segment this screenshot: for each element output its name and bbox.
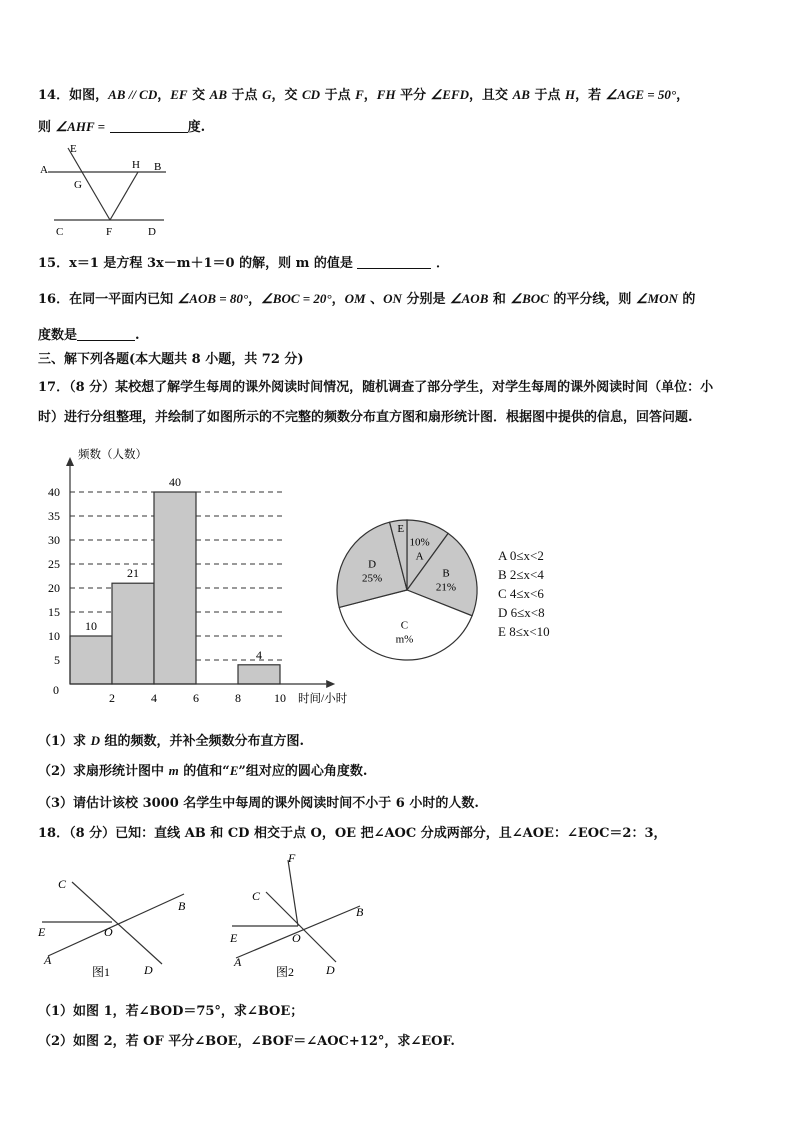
q17-line1: 17．（8 分）某校想了解学生每周的课外阅读时间情况，随机调查了部分学生，对学生每周的课外阅读时间（单位：小 [38, 380, 714, 395]
slice-value-label: 10% [409, 536, 430, 549]
q17-number: 17． [38, 380, 70, 395]
y-tick-label: 40 [48, 485, 60, 499]
q18-sub2: （2）如图 2，若 OF 平分∠BOE，∠BOF＝∠AOC+12°，求∠EOF. [38, 1034, 455, 1049]
bar-value-label: 21 [127, 566, 139, 581]
point-label-c: C [56, 226, 64, 238]
y-tick-label: 10 [48, 629, 60, 643]
slice-name-label: C [400, 619, 409, 632]
x-tick-label: 4 [151, 691, 157, 705]
figure-caption: 图2 [276, 965, 295, 979]
point-label-d: D [148, 226, 156, 238]
point-label-o: O [104, 925, 113, 939]
slice-name-label: E [397, 522, 405, 535]
histogram-bar [154, 492, 196, 684]
pie-legend [498, 546, 550, 641]
slice-name-label: D [368, 558, 377, 571]
point-label-c: C [58, 877, 67, 891]
point-label-d: D [144, 963, 153, 977]
point-label-f: F [288, 851, 296, 865]
x-tick-label: 0 [53, 683, 59, 697]
histogram-bar [112, 583, 154, 684]
point-label-b: B [356, 905, 364, 919]
point-label-a: A [44, 953, 52, 967]
point-label-h: H [132, 159, 140, 171]
answer-blank[interactable] [77, 328, 135, 341]
y-tick-label: 35 [48, 509, 60, 523]
point-label-e: E [70, 143, 77, 155]
slice-value-label: m% [395, 633, 414, 646]
point-label-f: F [106, 226, 113, 238]
histogram-bar [238, 665, 280, 684]
q18-line: 18．（8 分）已知：直线 AB 和 CD 相交于点 O，OE 把∠AOC 分成两部分，且∠AOE：∠EOC＝2：3， [38, 826, 667, 841]
legend-item: C 4≤x<6 [498, 586, 544, 601]
x-tick-label: 2 [109, 691, 115, 705]
q18-figure-2 [226, 850, 396, 982]
q16-number: 16． [38, 292, 70, 307]
slice-value-label: 21% [435, 581, 457, 594]
q16-line1: 16．在同一平面内已知 ∠AOB = 80°，∠BOC = 20°，OM 、ON 分别是 ∠AOB 和 ∠BOC 的平分线，则 ∠MON 的 [38, 291, 696, 307]
q17-sub1: （1）求 D 组的频数，并补全频数分布直方图. [38, 733, 305, 749]
y-axis-label: 频数（人数） [78, 449, 147, 461]
q18-sub1: （1）如图 1，若∠BOD＝75°，求∠BOE； [38, 1004, 304, 1019]
histogram-chart [36, 440, 366, 712]
legend-item: B 2≤x<4 [498, 567, 544, 582]
y-tick-label: 15 [48, 605, 60, 619]
bar-value-label: 4 [256, 647, 262, 662]
q17-sub2: （2）求扇形统计图中 m 的值和“E”组对应的圆心角度数. [38, 763, 368, 779]
legend-item: E 8≤x<10 [498, 624, 550, 639]
answer-blank[interactable] [110, 120, 188, 133]
slice-name-label: A [415, 550, 424, 563]
y-tick-label: 25 [48, 557, 60, 571]
q15-line: 15．x＝1 是方程 3x－m＋1＝0 的解，则 m 的值是 ． [38, 256, 449, 271]
histogram-bar [70, 636, 112, 684]
answer-blank[interactable] [357, 256, 431, 269]
legend-item: D 6≤x<8 [498, 605, 545, 620]
point-label-e: E [38, 925, 46, 939]
section-heading: 三、解下列各题(本大题共 8 小题，共 72 分) [38, 352, 304, 367]
slice-value-label: 25% [361, 572, 383, 585]
point-label-g: G [74, 179, 82, 191]
x-tick-label: 8 [235, 691, 241, 705]
point-label-c: C [252, 889, 261, 903]
q14-figure [36, 140, 176, 238]
q15-number: 15． [38, 256, 70, 271]
point-label-e: E [230, 931, 238, 945]
bar-value-label: 40 [169, 475, 181, 489]
q18-number: 18． [38, 826, 70, 841]
point-label-a: A [234, 955, 242, 969]
bar-value-label: 10 [85, 619, 97, 633]
point-label-b: B [178, 899, 186, 913]
point-label-b: B [154, 161, 162, 173]
legend-item: A 0≤x<2 [498, 548, 544, 563]
q14-number: 14． [38, 88, 70, 103]
q17-line2: 时）进行分组整理，并绘制了如图所示的不完整的频数分布直方图和扇形统计图．根据图中提供的信息，回答问题. [38, 410, 693, 425]
figure-caption: 图1 [92, 965, 111, 979]
q18-figure-1 [34, 868, 204, 984]
q14-line2: 则 ∠AHF = 度. [38, 119, 206, 135]
q14-line1: 14．如图，AB // CD，EF 交 AB 于点 G，交 CD 于点 F，FH 平分 ∠EFD，且交 AB 于点 H，若 ∠AGE = 50°， [38, 87, 690, 103]
y-tick-label: 30 [48, 533, 60, 547]
point-label-o: O [292, 931, 301, 945]
q17-sub3: （3）请估计该校 3000 名学生中每周的课外阅读时间不小于 6 小时的人数. [38, 796, 479, 811]
q16-line2: 度数是 . [38, 328, 140, 343]
point-label-d: D [326, 963, 335, 977]
y-tick-label: 20 [48, 581, 60, 595]
x-axis-arrow [326, 680, 335, 688]
x-tick-label: 6 [193, 691, 199, 705]
y-tick-label: 5 [54, 653, 60, 667]
pie-chart [330, 510, 490, 670]
point-label-a: A [40, 164, 48, 176]
slice-name-label: B [442, 567, 450, 580]
x-axis-label: 时间/小时 [298, 693, 348, 705]
x-tick-label: 10 [274, 691, 286, 705]
y-axis-arrow [66, 457, 74, 466]
